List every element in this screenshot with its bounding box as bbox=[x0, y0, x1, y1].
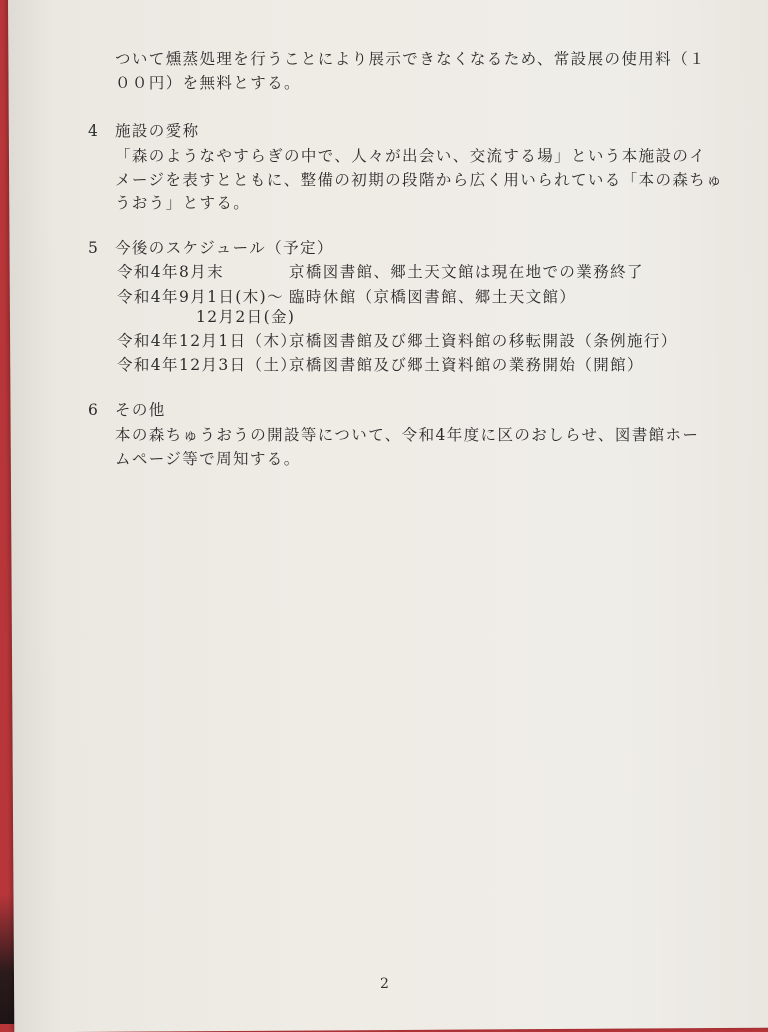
section-4-line-1: 「森のようなやすらぎの中で、人々が出会い、交流する場」という本施設のイ bbox=[115, 147, 707, 165]
prev-section-line-2: ００円）を無料とする。 bbox=[115, 74, 301, 92]
schedule-desc: 京橋図書館、郷土天文館は現在地での業務終了 bbox=[289, 263, 644, 281]
section-4-title: 施設の愛称 bbox=[115, 122, 200, 140]
prev-section-line-1: ついて燻蒸処理を行うことにより展示できなくなるため、常設展の使用料（１ bbox=[115, 50, 706, 68]
section-5-number: 5 bbox=[88, 239, 100, 257]
section-4-line-2: メージを表すとともに、整備の初期の段階から広く用いられている「本の森ちゅ bbox=[115, 171, 724, 189]
schedule-date: 令和4年12月3日（土） bbox=[117, 356, 298, 374]
schedule-desc: 京橋図書館及び郷土資料館の業務開始（開館） bbox=[289, 356, 644, 374]
schedule-date: 令和4年12月1日（木） bbox=[117, 332, 298, 350]
section-5-title: 今後のスケジュール（予定） bbox=[115, 239, 334, 257]
section-4-line-3: うおう」とする。 bbox=[115, 194, 251, 212]
schedule-date: 令和4年8月末 bbox=[117, 263, 225, 281]
schedule-desc: 京橋図書館及び郷土資料館の移転開設（条例施行） bbox=[289, 332, 678, 350]
section-6-line-1: 本の森ちゅうおうの開設等について、令和4年度に区のおしらせ、図書館ホー bbox=[115, 426, 700, 444]
section-6-title: その他 bbox=[115, 401, 166, 419]
section-6-number: 6 bbox=[88, 401, 100, 419]
section-4-number: 4 bbox=[88, 122, 100, 140]
section-6-line-2: ムページ等で周知する。 bbox=[115, 450, 301, 468]
schedule-date: 令和4年9月1日(木)～ bbox=[117, 288, 284, 306]
page-number: 2 bbox=[380, 976, 389, 992]
schedule-desc: 臨時休館（京橋図書館、郷土天文館） bbox=[289, 288, 577, 306]
schedule-date: 12月2日(金) bbox=[196, 308, 296, 326]
